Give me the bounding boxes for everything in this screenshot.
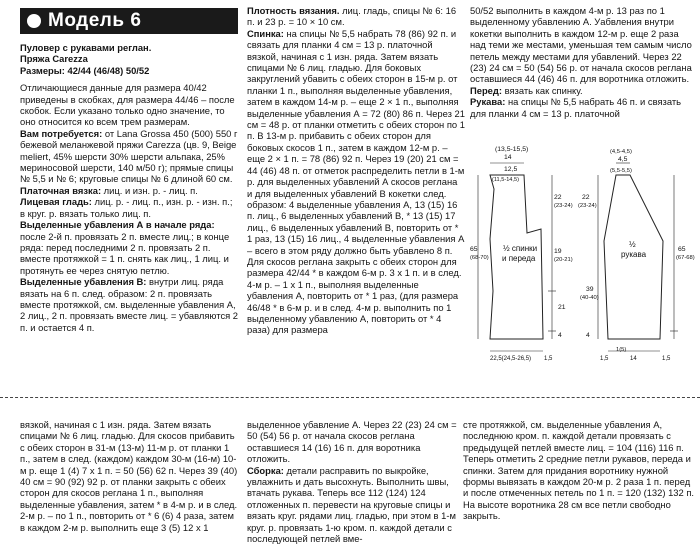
dim-label: 12,5	[504, 166, 518, 173]
section-body: на спицы № 5,5 набрать 46 п. и связать для планки 4 см = 13 р. платочной	[470, 96, 682, 119]
dim-label: 65	[678, 246, 686, 253]
dim-label: 21	[558, 304, 566, 311]
dim-label: 14	[630, 356, 637, 362]
sleeve-continued: вязкой, начиная с 1 изн. ряда. Затем вязать спицами № 6 лиц. гладью. Для скосов прибавить с обеих сторон в 31-м (13-м) 11-м р. от планки 1 п., затем в след. (каждом) каждом 30-м (16-м) 10-м р. еще 1 (4) 7 х 1 п. = 50 (56) 62 п. Через 39 (40) 40 см = 90 (92) 92 р. от планки закрыть с обеих сторон для скосов реглана 1 п., выполняя выделенные убавления, затем * в 4-м р. и в след. 2-м р. – по 1 п., повторить от * 6 (6) 4 раза, затем в каждом 2-м р. выполнить еще 3 (5) 12 х 1	[20, 419, 238, 533]
section-sleeves	[470, 96, 696, 119]
section-front	[470, 85, 696, 96]
dim-label: 22	[554, 194, 562, 201]
pattern-schematic-svg	[470, 141, 696, 363]
section-heading: Спинка:	[247, 27, 284, 39]
dim-label: 4	[586, 332, 590, 339]
section-divider	[0, 397, 700, 398]
section-body: лиц. и изн. р. - лиц. п.	[101, 184, 198, 196]
section-back	[247, 28, 465, 336]
dim-label: 1,5	[600, 356, 609, 362]
column-right	[470, 5, 696, 119]
section-body: от Lana Grossa 450 (500) 550 г бежевой меланжевой пряжи Carezza (цв. 9, Beige meliert, 45% шерсти 30% шерсти альпака, 25% мериносовой шерсти, 140 м/50 г); прямые спицы № 5,5 и № 6; круговые спицы № 6 длиной 60 см.	[20, 127, 238, 185]
section-garter	[20, 185, 240, 196]
dim-label: (67-68)	[676, 255, 695, 261]
column-left	[20, 42, 240, 333]
section-heading: Рукава:	[470, 96, 506, 108]
section-heading: Платочная вязка:	[20, 184, 102, 196]
dim-label: 39	[586, 286, 594, 293]
section-stockinette	[20, 196, 240, 219]
section-heading: Лицевая гладь:	[20, 196, 92, 208]
section-decrease-a	[20, 219, 240, 276]
dim-label: (5,5-5,5)	[610, 168, 632, 174]
section-body: на спицы № 5,5 набрать 78 (86) 92 п. и связать для планки 4 см = 13 р. платочной вязкой, начиная с 1 изн. ряда. Затем вязать спицами № 6 лиц. гладью. Для боковых закруглений убавить с обеих сторон в 15-м р. от планки 1 п., выполняя выделенные убавления, затем в каждом 14-м р. – еще 2 × 1 п., выполняя выделенные убавления А = 72 (80) 86 п. Через 21 см = 48 р. от планки отметить с обеих сторон по 1 п. В 13-м р. прибавить с обеих сторон для боковых скосов 1 п., затем в каждом 12-м р. – еще 2 × 1 п. = 78 (86) 92 п. Через 19 (20) 21 см = 44 (46) 48 п. от отметок распределить петли в 1-м р. для выделенных убавлений А скосов реглана и для выделенных убавлений В кокетки след. образом: 4 выделенные убавления А, 13 (15) 16 п. лиц., 6 выделенных убавлений В, * 13 (15) 17 лиц., 6 выделенных убавлений В, повторить от * 1 раз, 13 (15) 16 лиц., 4 выделенные убавления А – всего в этом ряду должно быть убавлено 8 п. Для скосов реглана закрыть с обеих сторон для размера 42/44 * в каждом 6-м р. 3 х 1 п. и в след. 4-м р. – 1 х 1 п., выполняя выделенные убавления А, повторить от * 1 раз, (для размера 46/48 * в 6-м р. и в след. 4-м р. выполнить по 1 выделенному убавлению А, повторить от * 4 раза) для размера	[247, 27, 465, 336]
bottom-column-middle	[247, 419, 459, 544]
sleeve-finish: выделенное убавление А. Через 22 (23) 24 см = 50 (54) 56 р. от начала скосов реглана оставшиеся 14 (16) 16 п. для воротника отложить.	[247, 419, 457, 465]
dim-label: 4	[558, 332, 562, 339]
section-body: внутри лиц. ряда вязать на 6 п. след. образом: 2 п. провязать вместе протяжкой, см. выделенные убавления А, 2 лиц., 2 п. провязать вместе лиц. = убавляются 2 п. и остается 4 п.	[20, 276, 239, 333]
section-body: лиц. р. - лиц. п., изн. р. - изн. п.; в круг. р. вязать только лиц. п.	[20, 196, 233, 219]
dim-label: (20-21)	[554, 257, 573, 263]
dim-label: (40-40)	[580, 295, 599, 301]
collar-instructions: сте протяжкой, см. выделенные убавления А, последнюю кром. п. каждой детали провязать с предыдущей петлей вместе лиц. = 104 (116) 116 п. Теперь отметить 2 средние петли рукавов, переда и спинки. Затем для придания воротнику нужной формы вывязать в каждом 20-м р. 2 раза 1 п. перед и после отмеченных петель по 1 п. = 120 (132) 132 п. На высоте воротника 28 см все петли свободно закрыть.	[463, 419, 695, 522]
piece-label: рукава	[621, 250, 647, 259]
back-continued: 50/52 выполнить в каждом 4-м р. 13 раз по 1 выделенному убавлению А. Уабвления внутри кокетки выполнить в каждом 12-м р. еще 2 раза над теми же местами, уменьшая тем самым число петель между местами для убавлений. Через 22 (23) 24 см = 50 (54) 56 р. от начала скосов реглана оставшиеся 44 (46) 46 п. для воротника отложить.	[470, 5, 692, 85]
dim-label: 14	[504, 154, 512, 161]
intro-line: Размеры: 42/44 (46/48) 50/52	[20, 64, 150, 76]
piece-label: ½ спинки	[503, 244, 538, 253]
dim-label: 1,5	[544, 356, 553, 362]
column-middle	[247, 5, 465, 336]
piece-label: и переда	[502, 254, 536, 263]
section-body: лиц. гладь, спицы № 6: 16 п. и 23 р. = 10 × 10 см.	[247, 5, 457, 28]
dim-label: (23-24)	[554, 203, 573, 209]
page-title	[20, 8, 238, 34]
model-title: Модель 6	[48, 10, 142, 31]
intro-line: Пряжа Carezza	[20, 53, 88, 65]
dim-label: 1,5	[662, 356, 671, 362]
dim-label: 4,5	[618, 156, 628, 163]
dim-label: (23-24)	[578, 203, 597, 209]
dim-label: (13,5-15,5)	[495, 146, 529, 153]
bullet-circle-icon	[27, 14, 41, 28]
dim-label: 19	[554, 248, 562, 255]
dim-label: 65	[470, 246, 478, 253]
section-heading: Плотность вязания.	[247, 5, 340, 16]
dim-label: (11,5-14,5)	[492, 177, 519, 183]
section-heading: Выделенные убавления В:	[20, 276, 147, 288]
section-heading: Выделенные убавления А в начале ряда:	[20, 219, 215, 231]
section-assembly	[247, 465, 459, 545]
bottom-column-right	[463, 419, 696, 522]
pattern-diagram	[470, 141, 696, 363]
section-body: вязать как спинку.	[501, 84, 583, 96]
intro-line: Пуловер с рукавами реглан.	[20, 42, 152, 53]
bottom-column-left	[20, 419, 240, 533]
section-heading: Вам потребуется:	[20, 127, 103, 139]
section-body: детали расправить по выкройке, увлажнить и дать высохнуть. Выполнить швы, втачать рукава. Теперь все 112 (124) 124 отложенных п. перевести на круговые спицы и вязать круг. рядами лиц. гладью, при этом в 1-м круг. р. провязать 1-ю кром. п. каждой детали с последующей петлей вме-	[247, 464, 456, 545]
dim-label: 1(5)	[616, 347, 627, 353]
section-heading: Перед:	[470, 84, 502, 96]
section-body: после 2-й п. провязать 2 п. вместе лиц.; в конце ряда: перед последними 2 п. провязать 2 п. вместе протяжкой = 1 п. снять как лиц., 1 лиц. и протянуть ее через снятую петлю.	[20, 230, 230, 276]
section-materials	[20, 128, 240, 185]
dim-label: (68-70)	[470, 255, 489, 261]
dim-label: (4,5-4,5)	[610, 149, 632, 155]
dim-label: 22	[582, 194, 590, 201]
section-density	[247, 5, 465, 28]
dim-label: 22,5(24,5-26,5)	[490, 356, 532, 362]
size-note: Отличающиеся данные для размера 40/42 приведены в скобках, для размера 44/46 – после скобок. Если указано только одно значение, то оно относится ко всем трем размерам.	[20, 82, 235, 128]
section-heading: Сборка:	[247, 464, 284, 476]
section-decrease-b	[20, 276, 240, 333]
piece-label: ½	[629, 240, 636, 249]
